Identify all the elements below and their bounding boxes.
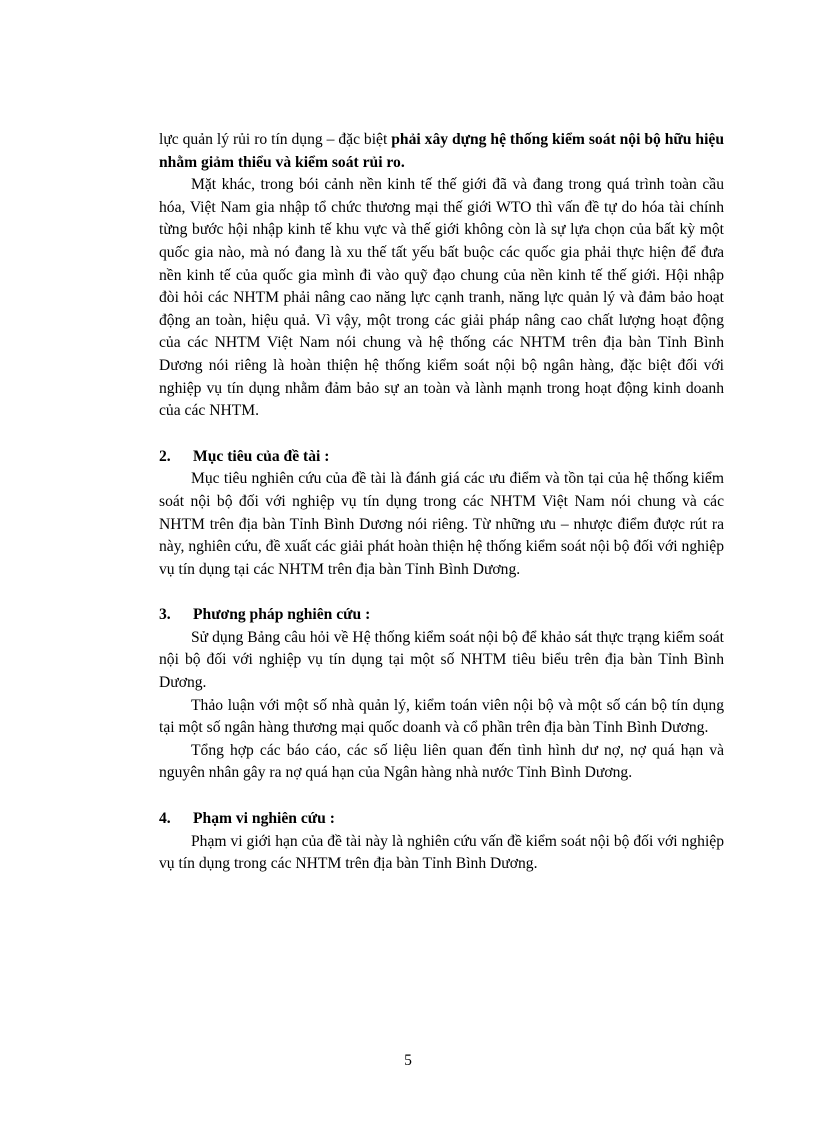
section-3-paragraph-3: Tổng hợp các báo cáo, các số liệu liên quan đến tình hình dư nợ, nợ quá hạn và nguyên nhân gây ra nợ quá hạn của Ngân hàng nhà nước Tỉnh Bình Dương. [159,741,724,782]
intro-paragraph-2: Mặt khác, trong bói cảnh nền kinh tế thế giới đã và đang trong quá trình toàn cầu hóa, Việt Nam gia nhập tổ chức thương mại thế giới WTO thì vấn đề tự do hóa tài chính từng bước hội nhập kinh tế khu vực và thế giới không còn là sự lựa chọn của bất kỳ một quốc gia nào, mà nó đang là xu thế tất yếu bất buộc các quốc gia phải thực hiện để đưa nền kinh tế của quốc gia mình đi vào quỹ đạo chung của nền kinh tế thế giới. Hội nhập đòi hỏi các NHTM phải nâng cao năng lực cạnh tranh, năng lực quản lý và đảm bảo hoạt động an toàn, hiệu quả. Vì vậy, một trong các giải pháp nâng cao chất lượng hoạt động của các NHTM Việt Nam nói chung và hệ thống các NHTM trên địa bàn Tỉnh Bình Dương nói riêng là hoàn thiện hệ thống kiểm soát nội bộ ngân hàng, đặc biệt đối với nghiệp vụ tín dụng nhằm đảm bảo sự an toàn và lành mạnh trong hoạt động kinh doanh của các NHTM. [159,176,724,420]
document-body [159,129,724,876]
section-2-number: 2. [159,447,171,465]
intro-emphasis: phải xây dựng hệ thống kiểm soát nội bộ hữu hiệu nhằm giảm thiểu và kiểm soát rủi ro. [159,131,724,171]
section-3-number: 3. [159,606,171,624]
section-3-paragraph-2: Thảo luận với một số nhà quản lý, kiểm toán viên nội bộ và một số cán bộ tín dụng tại một số ngân hàng thương mại quốc doanh và cổ phần trên địa bàn Tỉnh Bình Dương. [159,696,724,737]
section-4-number: 4. [159,810,171,828]
page-number: 5 [404,1052,412,1069]
section-2-body: Mục tiêu nghiên cứu của đề tài là đánh giá các ưu điểm và tồn tại của hệ thống kiểm soát nội bộ đối với nghiệp vụ tín dụng trong các NHTM Việt Nam nói chung và các NHTM trên địa bàn Tỉnh Bình Dương nói riêng. Từ những ưu – nhược điểm được rút ra này, nghiên cứu, đề xuất các giải phát hoàn thiện hệ thống kiểm soát nội bộ đối với nghiệp vụ tín dụng tại các NHTM trên địa bàn Tỉnh Bình Dương. [159,470,724,578]
intro-paragraph-1 [159,129,724,174]
section-2-heading [159,446,724,469]
section-2-title: Mục tiêu của đề tài : [193,447,330,465]
section-3-title: Phương pháp nghiên cứu : [193,606,371,624]
section-4-body: Phạm vi giới hạn của đề tài này là nghiên cứu vấn đề kiểm soát nội bộ đối với nghiệp vụ tín dụng trong các NHTM trên địa bàn Tỉnh Bình Dương. [159,832,724,873]
section-3-paragraph-1: Sử dụng Bảng câu hỏi về Hệ thống kiểm soát nội bộ để khảo sát thực trạng kiểm soát nội bộ đối với nghiệp vụ tín dụng tại một số NHTM tiêu biểu trên địa bàn Tỉnh Bình Dương. [159,628,724,692]
intro-text: lực quản lý rủi ro tín dụng – đặc biệt [159,131,392,148]
section-4-heading [159,808,724,831]
section-4-title: Phạm vi nghiên cứu : [193,810,335,828]
section-3-heading [159,604,724,627]
